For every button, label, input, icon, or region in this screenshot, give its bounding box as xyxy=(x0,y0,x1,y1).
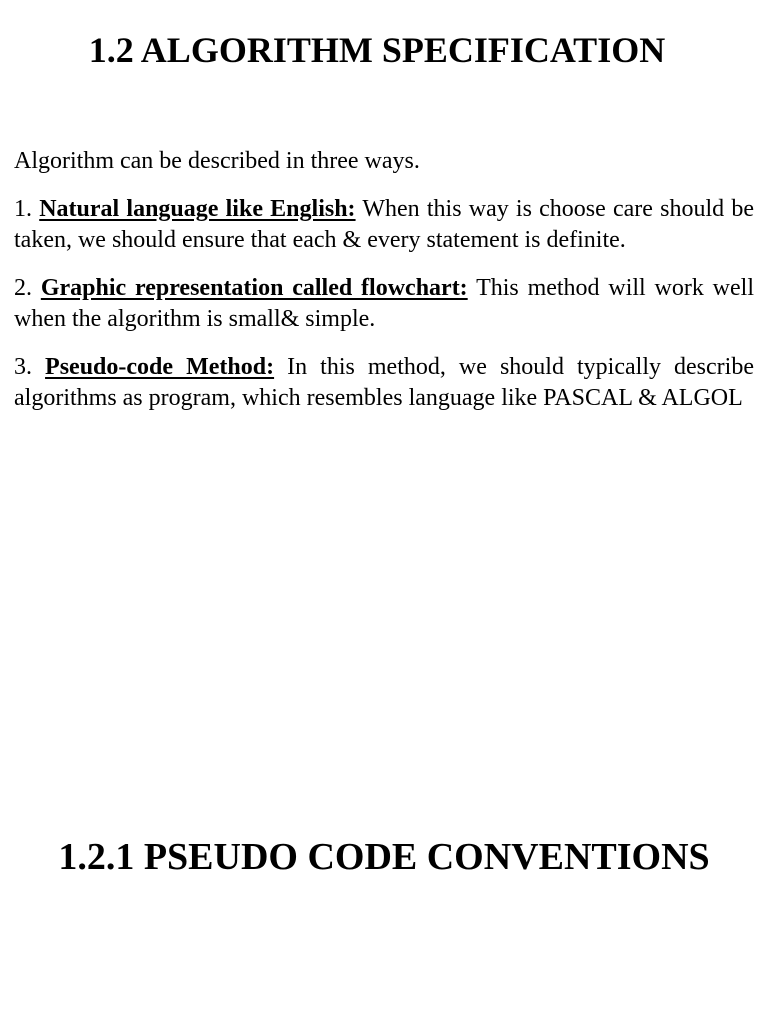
item-description: In this method, we should typically describe algorithms as program, which resembles language like PASCAL & ALGOL xyxy=(14,354,754,411)
list-item-2 xyxy=(14,273,754,335)
item-term: Natural language like English: xyxy=(39,196,356,222)
item-term: Pseudo-code Method: xyxy=(45,354,275,380)
body-section xyxy=(14,146,754,431)
list-item-3 xyxy=(14,352,754,414)
item-term: Graphic representation called flowchart: xyxy=(40,275,468,301)
item-number: 1. xyxy=(14,196,32,222)
item-description: When this way is choose care should be taken, we should ensure that each & every statement is definite. xyxy=(14,196,755,253)
item-number: 2. xyxy=(14,275,32,301)
intro-paragraph: Algorithm can be described in three ways. xyxy=(14,148,420,174)
item-number: 3. xyxy=(14,354,32,380)
list-item-1 xyxy=(14,194,754,256)
item-description: This method will work well when the algorithm is small& simple. xyxy=(14,275,754,332)
page-title: 1.2 ALGORITHM SPECIFICATION xyxy=(88,30,666,70)
section-subtitle: 1.2.1 PSEUDO CODE CONVENTIONS xyxy=(58,836,710,878)
